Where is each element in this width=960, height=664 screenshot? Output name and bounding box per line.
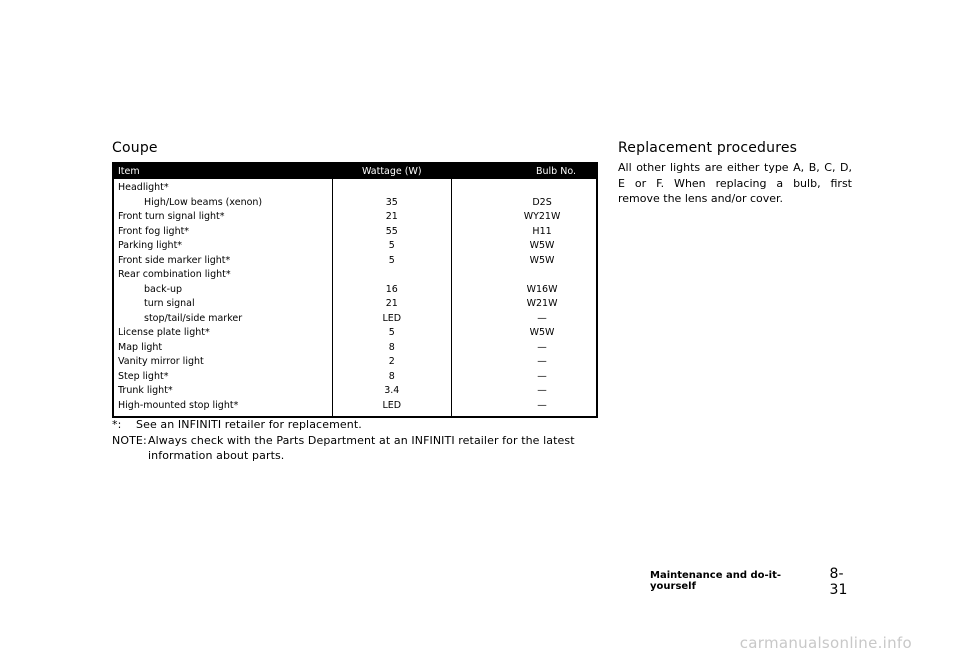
cell-wattage: 5 xyxy=(332,254,452,269)
cell-wattage: LED xyxy=(332,312,452,327)
cell-item: stop/tail/side marker xyxy=(113,312,332,327)
section-title-coupe: Coupe xyxy=(112,140,158,156)
table-row xyxy=(113,196,597,211)
table-row xyxy=(113,225,597,240)
footnote-note-mark: NOTE: xyxy=(112,434,147,447)
cell-bulb-number: W5W xyxy=(529,240,555,251)
cell-bulb-number: — xyxy=(537,312,547,324)
cell-bulb-number: W16W xyxy=(526,283,558,295)
cell-item: Headlight* xyxy=(113,179,332,196)
cell-item: Front turn signal light* xyxy=(113,210,332,225)
table-body xyxy=(113,179,597,417)
cell-item: Parking light* xyxy=(113,239,332,254)
cell-bulb-number: H11 xyxy=(532,225,552,237)
footnote-asterisk xyxy=(112,417,362,432)
table-row xyxy=(113,297,597,312)
table-row xyxy=(113,341,597,356)
table-row xyxy=(113,399,597,418)
cell-bulb-number: WY21W xyxy=(523,211,561,222)
cell-wattage: 16 xyxy=(332,283,452,298)
footnote-asterisk-mark: *: xyxy=(112,418,122,431)
cell-wattage xyxy=(332,179,452,196)
table-row xyxy=(113,355,597,370)
header-wattage: Wattage (W) xyxy=(332,163,452,179)
page-number: 8-31 xyxy=(829,566,848,598)
cell-bulb-number: — xyxy=(537,356,547,367)
table-row xyxy=(113,283,597,298)
cell-wattage: 3.4 xyxy=(332,384,452,399)
table-row xyxy=(113,312,597,327)
footer-section-name: Maintenance and do-it-yourself xyxy=(650,570,782,592)
cell-wattage: 8 xyxy=(332,341,452,356)
table-row xyxy=(113,370,597,385)
cell-bulb-number xyxy=(452,179,597,196)
page-footer xyxy=(650,566,860,598)
table-row xyxy=(113,210,597,225)
cell-bulb-number: W5W xyxy=(529,254,555,266)
cell-bulb-number xyxy=(452,268,597,283)
cell-wattage: 35 xyxy=(332,196,452,211)
table-row xyxy=(113,254,597,269)
cell-item: Vanity mirror light xyxy=(113,355,332,370)
cell-bulb-number: — xyxy=(537,341,547,353)
cell-item: Front side marker light* xyxy=(113,254,332,269)
table-row xyxy=(113,179,597,196)
table-row xyxy=(113,268,597,283)
table-row xyxy=(113,384,597,399)
cell-bulb-number: D2S xyxy=(532,196,552,208)
cell-wattage: LED xyxy=(332,399,452,418)
replacement-procedures-text: All other lights are either type A, B, C, D, E or F. When replacing a bulb, first remove the lens and/or cover. xyxy=(618,161,852,205)
footnote-note-line1: Always check with the Parts Department at an INFINITI retailer for the latest xyxy=(148,434,575,447)
cell-item: High-mounted stop light* xyxy=(113,399,332,418)
cell-item: High/Low beams (xenon) xyxy=(113,196,332,211)
cell-item: Rear combination light* xyxy=(113,268,332,283)
section-title-replacement-procedures: Replacement procedures xyxy=(618,140,798,156)
cell-bulb-number: — xyxy=(537,399,547,411)
cell-item: License plate light* xyxy=(113,326,332,341)
watermark: carmanualsonline.info xyxy=(739,634,912,652)
header-bulb-number: Bulb No. xyxy=(452,163,597,179)
cell-wattage: 2 xyxy=(332,355,452,370)
table-row xyxy=(113,239,597,254)
table-header-row xyxy=(113,163,597,179)
cell-item: Step light* xyxy=(113,370,332,385)
footnote-note-line2: information about parts. xyxy=(148,449,285,462)
cell-bulb-number: W21W xyxy=(526,298,558,309)
cell-bulb-number: W5W xyxy=(529,327,555,338)
cell-wattage: 55 xyxy=(332,225,452,240)
cell-wattage: 21 xyxy=(332,210,452,225)
cell-wattage: 5 xyxy=(332,326,452,341)
cell-item: Trunk light* xyxy=(113,384,332,399)
cell-item: turn signal xyxy=(113,297,332,312)
footnote-note xyxy=(112,433,600,463)
cell-item: Map light xyxy=(113,341,332,356)
cell-wattage xyxy=(332,268,452,283)
cell-item: Front fog light* xyxy=(113,225,332,240)
cell-bulb-number: — xyxy=(537,370,547,382)
cell-bulb-number: — xyxy=(537,385,547,396)
cell-wattage: 21 xyxy=(332,297,452,312)
bulb-specification-table xyxy=(112,162,598,418)
table-row xyxy=(113,326,597,341)
cell-item: back-up xyxy=(113,283,332,298)
header-item: Item xyxy=(113,163,332,179)
footnote-asterisk-text: See an INFINITI retailer for replacement. xyxy=(136,418,362,431)
cell-wattage: 8 xyxy=(332,370,452,385)
cell-wattage: 5 xyxy=(332,239,452,254)
